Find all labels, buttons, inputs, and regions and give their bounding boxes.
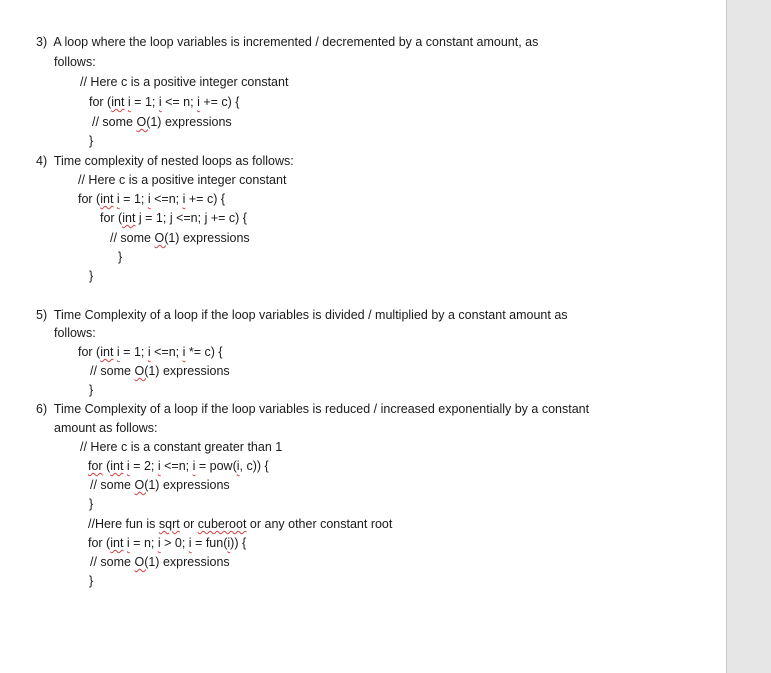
text-line bbox=[80, 74, 288, 90]
text-line bbox=[90, 477, 230, 493]
spell-error-word[interactable]: i bbox=[116, 345, 120, 359]
spell-error-word[interactable]: i bbox=[157, 536, 161, 550]
text-line bbox=[36, 401, 589, 417]
spell-error-word[interactable]: i bbox=[182, 345, 186, 359]
text-run: = 1; bbox=[130, 95, 159, 109]
text-run: = n; bbox=[129, 536, 158, 550]
text-run: // Here c is a constant greater than 1 bbox=[80, 440, 283, 454]
text-line bbox=[90, 554, 230, 570]
text-run: for ( bbox=[89, 95, 112, 109]
text-run: follows: bbox=[54, 55, 96, 69]
spell-error-word[interactable]: i bbox=[192, 459, 196, 473]
text-line bbox=[100, 210, 247, 226]
text-run: // some bbox=[90, 555, 135, 569]
text-line bbox=[80, 439, 282, 455]
text-line bbox=[54, 54, 96, 70]
text-run: for ( bbox=[78, 192, 101, 206]
text-run: )) { bbox=[230, 536, 247, 550]
spell-error-word[interactable]: O( bbox=[136, 115, 151, 129]
text-line bbox=[88, 535, 246, 551]
spell-error-word[interactable]: i bbox=[182, 192, 186, 206]
text-run: 1) expressions bbox=[148, 555, 230, 569]
text-run: 1) expressions bbox=[168, 231, 250, 245]
text-run: += c) { bbox=[185, 192, 226, 206]
text-run: // some bbox=[110, 231, 155, 245]
text-run: } bbox=[89, 497, 94, 511]
spell-error-word[interactable]: int bbox=[111, 95, 125, 109]
text-line bbox=[78, 344, 223, 360]
spell-error-word[interactable]: i bbox=[197, 95, 200, 109]
text-run: or any other constant root bbox=[246, 517, 393, 531]
text-run: } bbox=[118, 250, 123, 264]
text-run: 3) A loop where the loop variables is incremented / decremented by a constant amount, as bbox=[36, 35, 539, 49]
text-run: } bbox=[89, 269, 94, 283]
text-run: 6) Time Complexity of a loop if the loop variables is reduced / increased exponentially by a constant bbox=[36, 402, 590, 416]
text-run: <=n; bbox=[150, 345, 183, 359]
spell-error-word[interactable]: int bbox=[110, 459, 124, 473]
text-run: } bbox=[89, 134, 94, 148]
text-run: ( bbox=[102, 459, 111, 473]
text-line bbox=[54, 325, 96, 341]
text-line bbox=[89, 382, 93, 398]
text-run: // some bbox=[90, 364, 135, 378]
text-run: //Here fun is bbox=[88, 517, 159, 531]
text-line bbox=[36, 34, 538, 50]
spell-error-word[interactable]: i bbox=[116, 192, 120, 206]
text-run: follows: bbox=[54, 326, 96, 340]
spell-error-word[interactable]: for bbox=[88, 459, 103, 473]
text-run: // some bbox=[90, 478, 135, 492]
spell-error-word[interactable]: i bbox=[158, 95, 162, 109]
text-run: } bbox=[89, 574, 94, 588]
text-run: <= n; bbox=[161, 95, 198, 109]
spell-error-word[interactable]: O( bbox=[154, 231, 169, 245]
text-line bbox=[118, 249, 122, 265]
spell-error-word[interactable]: i bbox=[126, 459, 130, 473]
spell-error-word[interactable]: i bbox=[227, 536, 231, 550]
text-run: or bbox=[179, 517, 198, 531]
text-run: for ( bbox=[100, 211, 123, 225]
spell-error-word[interactable]: i bbox=[188, 536, 192, 550]
text-line bbox=[110, 230, 250, 246]
text-run: = pow( bbox=[195, 459, 237, 473]
spell-error-word[interactable]: int bbox=[100, 192, 114, 206]
text-line bbox=[54, 420, 158, 436]
text-run: 4) Time complexity of nested loops as follows: bbox=[36, 154, 294, 168]
text-run: *= c) { bbox=[185, 345, 223, 359]
text-run: j = 1; j <=n; j += c) { bbox=[135, 211, 247, 225]
text-line bbox=[78, 191, 225, 207]
spell-error-word[interactable]: int bbox=[100, 345, 114, 359]
text-run: , c)) { bbox=[239, 459, 269, 473]
right-gutter bbox=[727, 0, 771, 673]
text-run: 1) expressions bbox=[150, 115, 232, 129]
spell-error-word[interactable]: cuberoot bbox=[197, 517, 247, 531]
spell-error-word[interactable]: i bbox=[127, 95, 131, 109]
text-run: > 0; bbox=[160, 536, 189, 550]
text-run: = fun( bbox=[191, 536, 228, 550]
text-run: += c) { bbox=[199, 95, 240, 109]
text-run: for ( bbox=[88, 536, 111, 550]
spell-error-word[interactable]: i bbox=[157, 459, 161, 473]
text-line bbox=[90, 363, 230, 379]
text-run: // Here c is a positive integer constant bbox=[78, 173, 287, 187]
spell-error-word[interactable]: O( bbox=[134, 478, 149, 492]
text-run: for ( bbox=[78, 345, 101, 359]
text-run: = 1; bbox=[119, 345, 148, 359]
text-line bbox=[88, 516, 392, 532]
text-run: amount as follows: bbox=[54, 421, 158, 435]
spell-error-word[interactable]: O( bbox=[134, 364, 149, 378]
text-run: 5) Time Complexity of a loop if the loop variables is divided / multiplied by a constant amount as bbox=[36, 308, 568, 322]
spell-error-word[interactable]: int bbox=[122, 211, 136, 225]
text-run: = 1; bbox=[119, 192, 148, 206]
spell-error-word[interactable]: O( bbox=[134, 555, 149, 569]
spell-error-word[interactable]: i bbox=[126, 536, 130, 550]
text-run: // Here c is a positive integer constant bbox=[80, 75, 289, 89]
text-line bbox=[36, 153, 294, 169]
text-run: 1) expressions bbox=[148, 478, 230, 492]
text-line bbox=[36, 307, 568, 323]
text-line bbox=[89, 133, 93, 149]
text-line bbox=[89, 573, 93, 589]
text-line bbox=[88, 458, 269, 474]
spell-error-word[interactable]: i bbox=[236, 459, 240, 473]
spell-error-word[interactable]: i bbox=[147, 345, 151, 359]
text-run: 1) expressions bbox=[148, 364, 230, 378]
text-line bbox=[89, 496, 93, 512]
spell-error-word[interactable]: sqrt bbox=[158, 517, 180, 531]
text-run: <=n; bbox=[160, 459, 193, 473]
text-run: // some bbox=[92, 115, 137, 129]
text-run: <=n; bbox=[150, 192, 183, 206]
text-line bbox=[92, 114, 232, 130]
text-line bbox=[89, 268, 93, 284]
spell-error-word[interactable]: int bbox=[110, 536, 124, 550]
spell-error-word[interactable]: i bbox=[147, 192, 151, 206]
text-run: = 2; bbox=[129, 459, 158, 473]
text-run: } bbox=[89, 383, 94, 397]
text-line bbox=[89, 94, 239, 110]
text-line bbox=[78, 172, 286, 188]
